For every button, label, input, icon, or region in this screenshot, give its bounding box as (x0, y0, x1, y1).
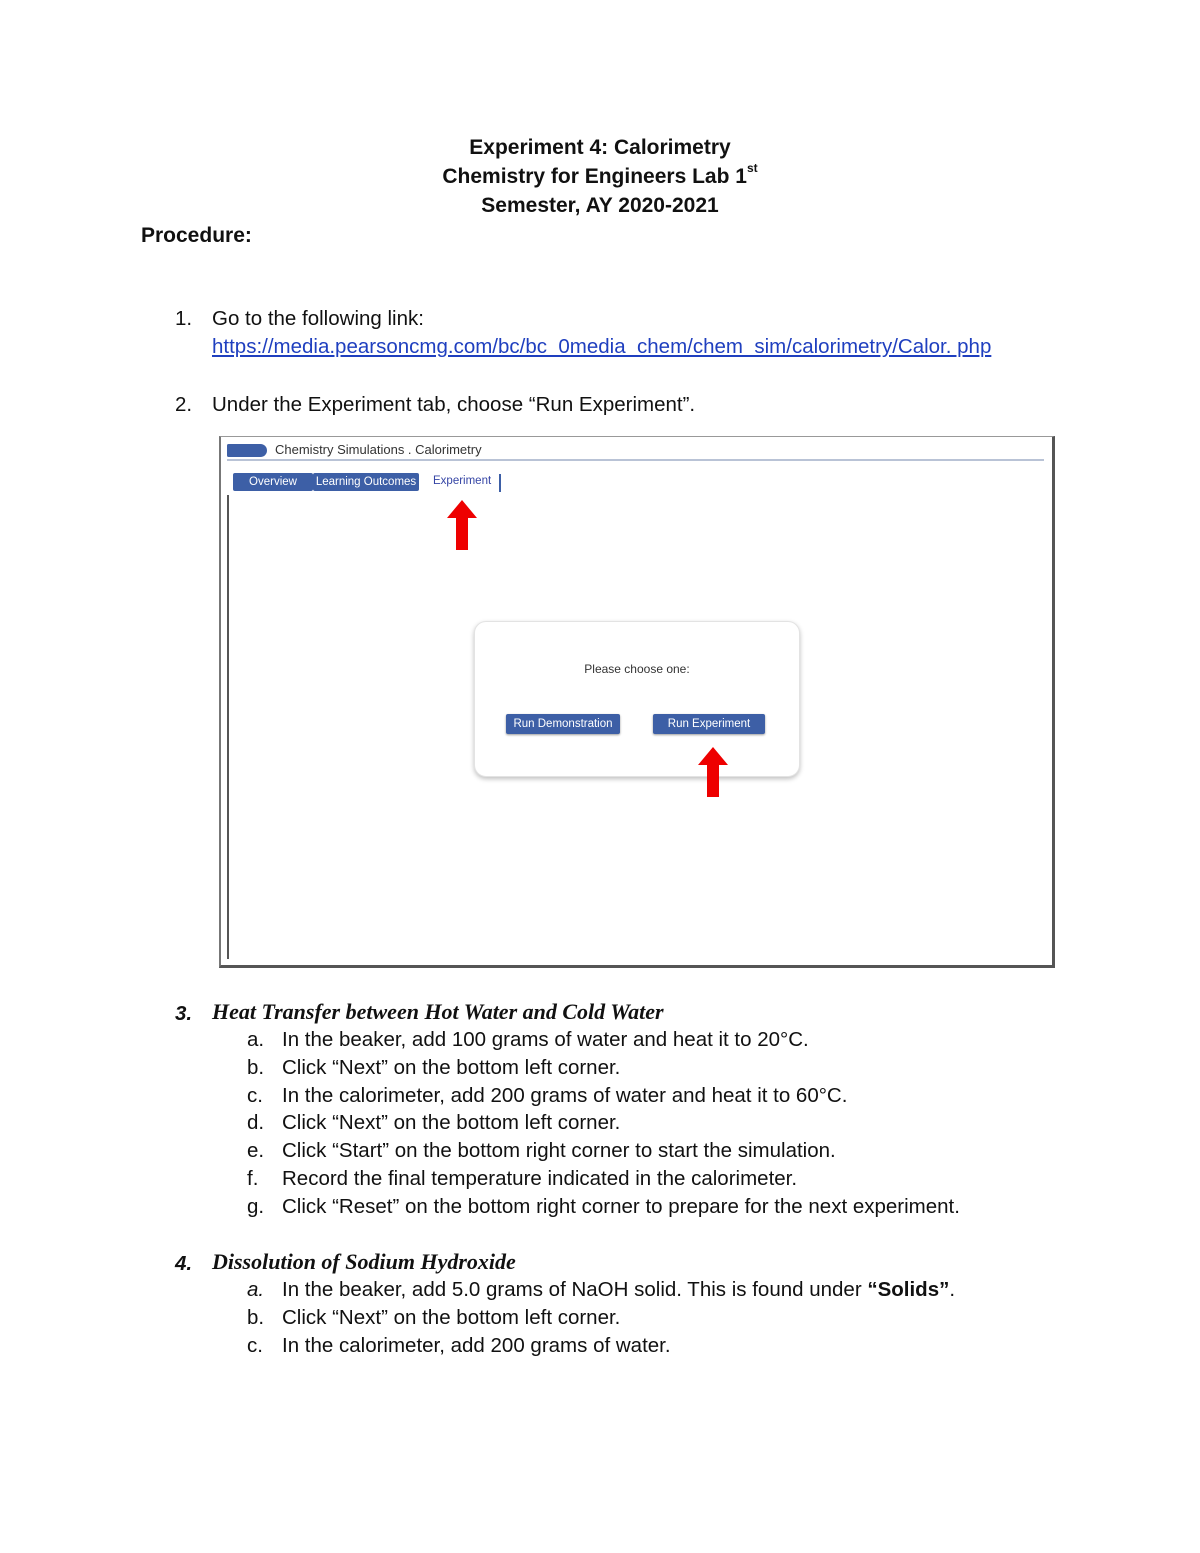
section4-heading: Dissolution of Sodium Hydroxide (212, 1249, 516, 1274)
step2-text: Under the Experiment tab, choose “Run Experiment”. (212, 393, 696, 416)
list-item: In the calorimeter, add 200 grams of water. (282, 1334, 671, 1357)
list-item-letter: c. (247, 1334, 263, 1357)
arrow-up-icon (698, 747, 728, 797)
list-item-letter: d. (247, 1111, 265, 1134)
step1-text: Go to the following link: (212, 307, 424, 330)
course-name: Chemistry for Engineers Lab 1 (442, 165, 747, 188)
solids-emphasis: “Solids” (867, 1278, 950, 1301)
procedure-label: Procedure: (141, 224, 252, 247)
doc-subtitle (0, 161, 1200, 189)
list-item-letter: e. (247, 1139, 265, 1162)
sim-window-title: Chemistry Simulations . Calorimetry (275, 442, 482, 457)
list-item: In the beaker, add 100 grams of water and heat it to 20°C. (282, 1028, 809, 1051)
tab-experiment[interactable]: Experiment (433, 475, 492, 487)
sim-logo-pill (227, 444, 267, 457)
sim-left-border (227, 495, 229, 959)
list-item: Click “Next” on the bottom left corner. (282, 1056, 621, 1079)
arrow-up-icon (447, 500, 477, 550)
list-item-letter: c. (247, 1084, 263, 1107)
list-item (282, 1278, 955, 1302)
section3-number: 3. (175, 1002, 193, 1025)
calorimetry-link[interactable]: https://media.pearsoncmg.com/bc/bc_0media_chem/chem_sim/calorimetry/Calor. php (212, 335, 992, 358)
list-item-letter: f. (247, 1167, 259, 1190)
run-experiment-button[interactable]: Run Experiment (653, 714, 765, 734)
tab-learning-outcomes[interactable]: Learning Outcomes (313, 473, 419, 491)
list-item-letter: b. (247, 1056, 265, 1079)
tab-divider (499, 474, 501, 492)
ordinal-suffix: st (746, 161, 758, 175)
section3-heading: Heat Transfer between Hot Water and Cold Water (212, 999, 664, 1024)
doc-title: Experiment 4: Calorimetry (469, 136, 731, 159)
list-item: Click “Start” on the bottom right corner to start the simulation. (282, 1139, 836, 1162)
tab-overview[interactable]: Overview (233, 473, 313, 491)
step2-number: 2. (175, 393, 193, 416)
run-demonstration-button[interactable]: Run Demonstration (506, 714, 620, 734)
dialog-prompt: Please choose one: (584, 662, 690, 676)
list-item: Click “Reset” on the bottom right corner to prepare for the next experiment. (282, 1195, 960, 1218)
list-item: In the calorimeter, add 200 grams of water and heat it to 60°C. (282, 1084, 848, 1107)
doc-semester: Semester, AY 2020-2021 (481, 194, 719, 217)
step1-number: 1. (175, 307, 193, 330)
list-item-letter: a. (247, 1278, 265, 1301)
section4-number: 4. (175, 1252, 193, 1275)
list-item: Record the final temperature indicated in the calorimeter. (282, 1167, 798, 1190)
choose-dialog (474, 621, 800, 777)
list-item-letter: a. (247, 1028, 265, 1051)
list-item-letter: b. (247, 1306, 265, 1329)
list-item-letter: g. (247, 1195, 265, 1218)
list-item-period: . (949, 1278, 956, 1301)
simulation-screenshot (219, 436, 1055, 968)
sim-title-bar (227, 441, 1044, 461)
list-item: Click “Next” on the bottom left corner. (282, 1111, 621, 1134)
list-item: Click “Next” on the bottom left corner. (282, 1306, 621, 1329)
list-item-text: In the beaker, add 5.0 grams of NaOH solid. This is found under (282, 1278, 868, 1301)
